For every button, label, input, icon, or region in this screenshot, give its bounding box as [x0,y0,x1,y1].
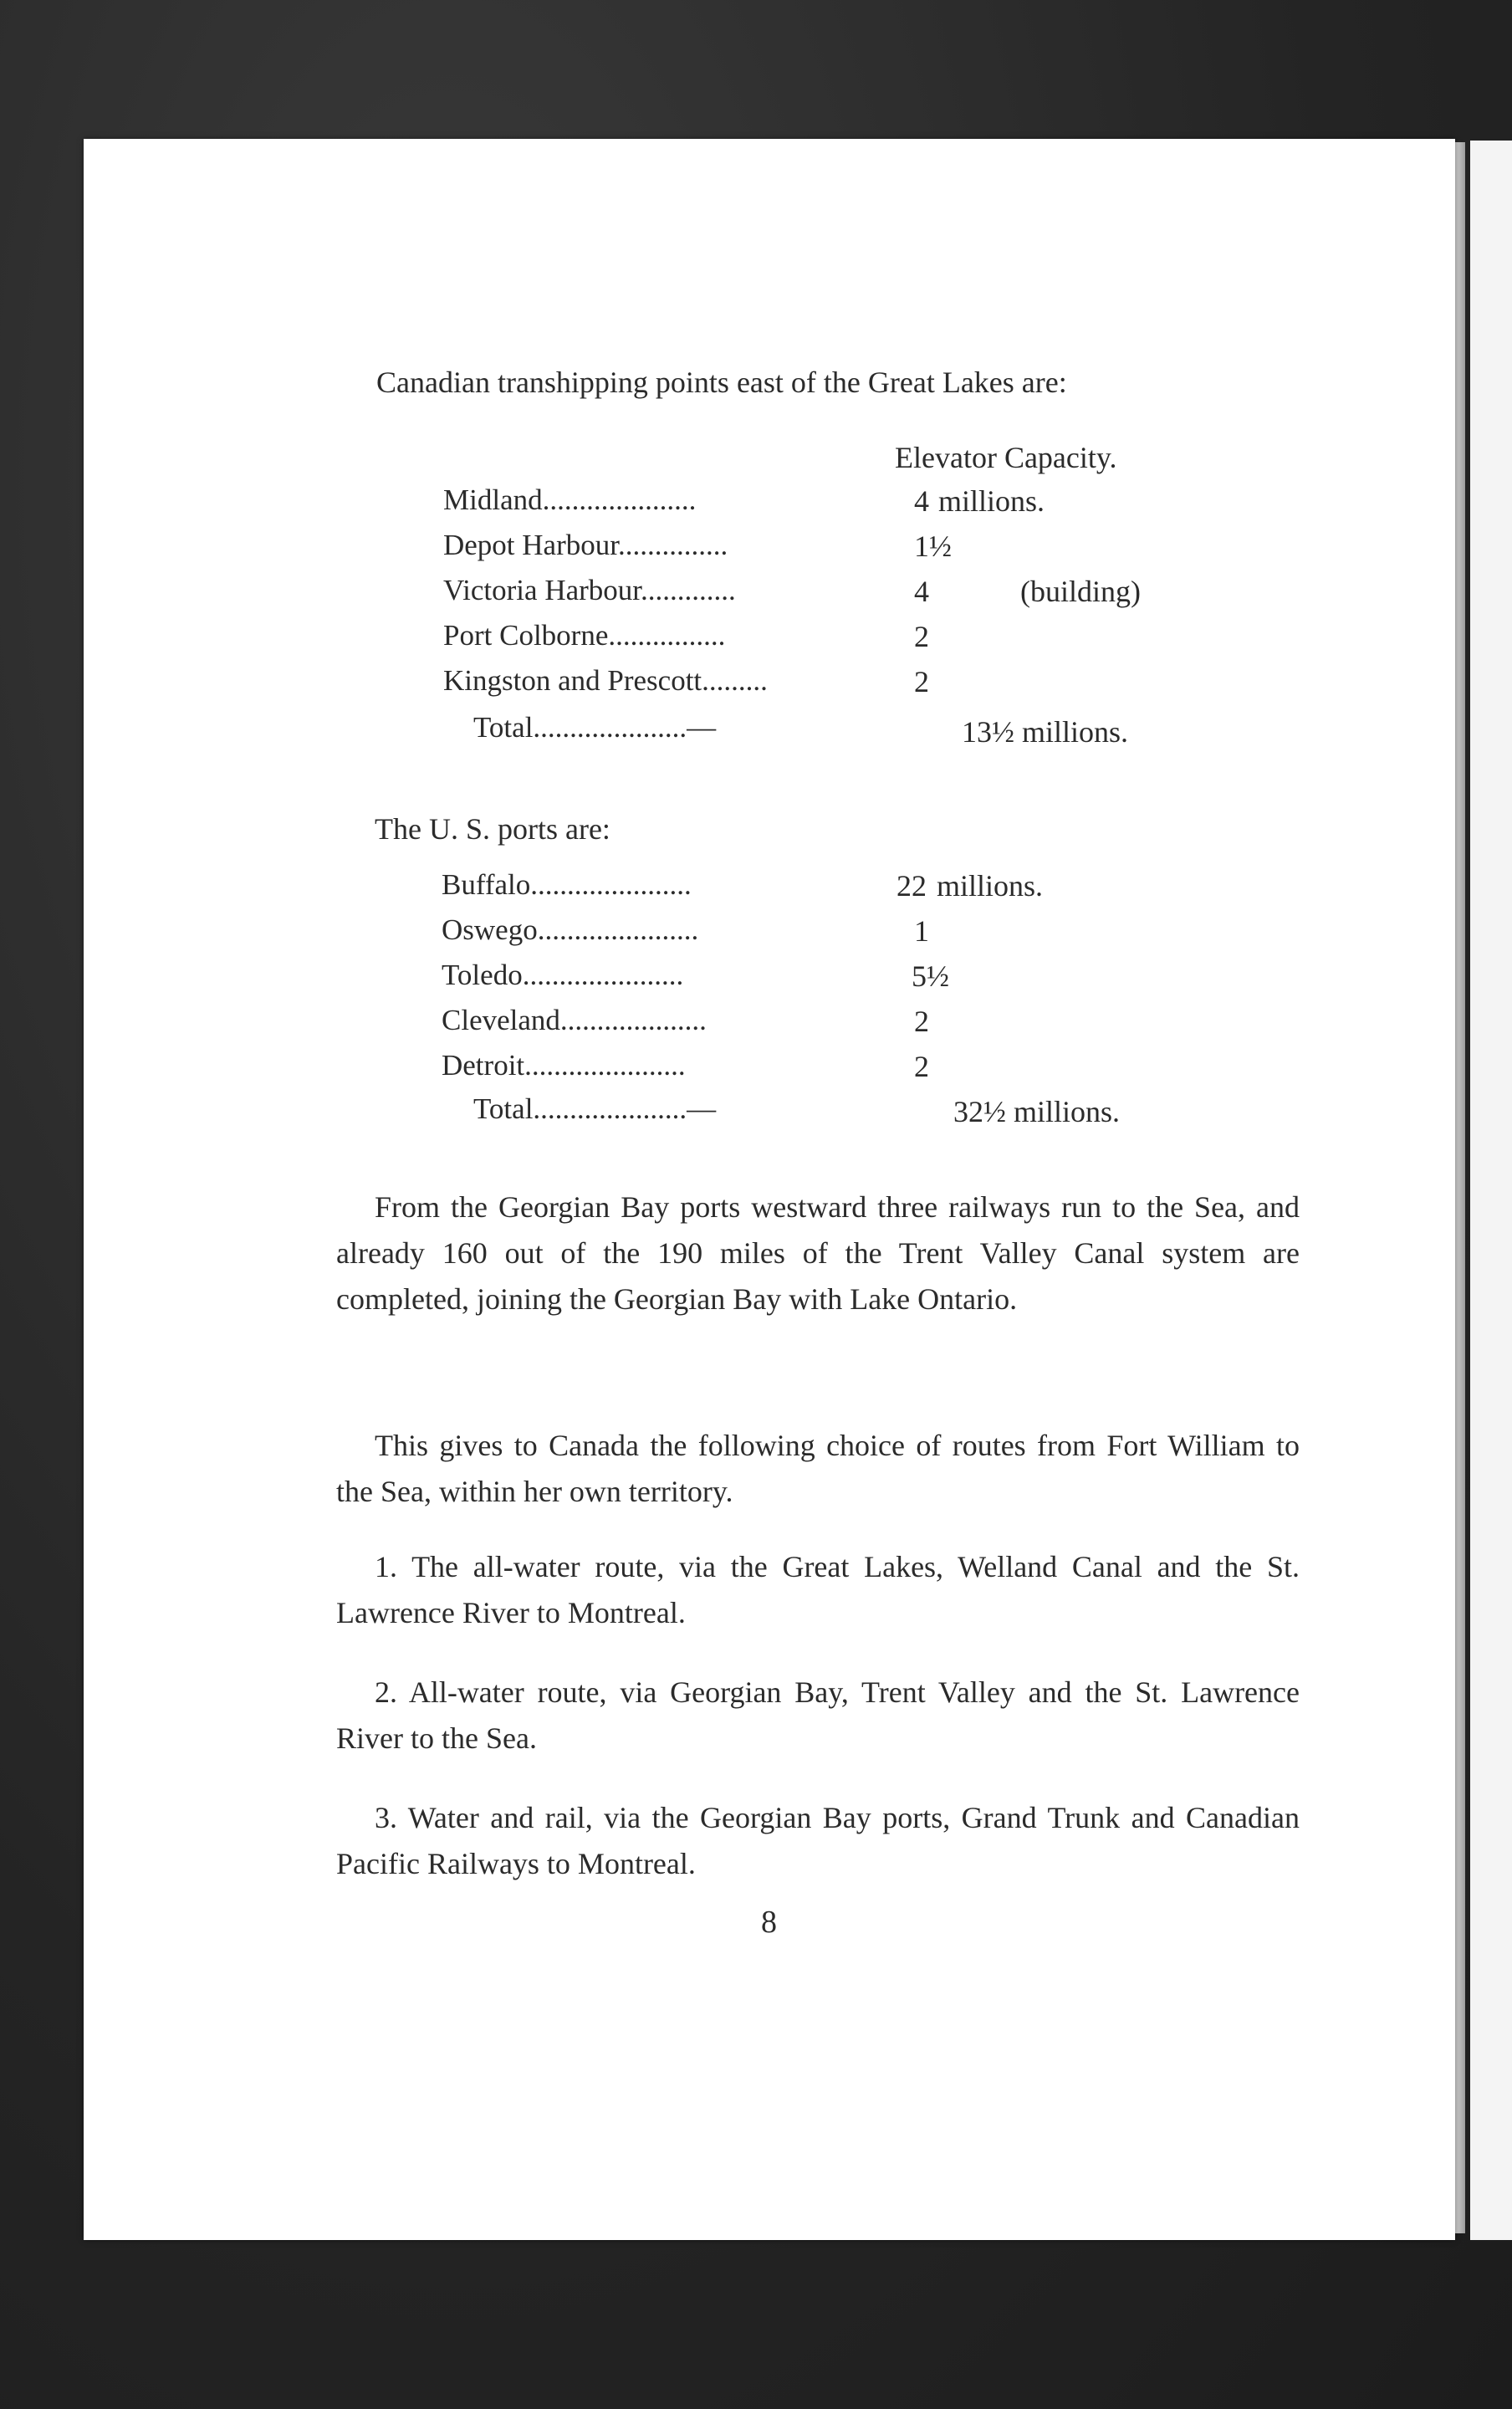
total-leader: Total.....................— [473,1092,717,1125]
port-capacity: 2 [914,665,929,698]
total-value: 13½ millions. [962,715,1129,749]
total-leader: Total.....................— [473,711,717,744]
list-item [442,1049,686,1082]
port-name-leader: Detroit...................... [442,1049,686,1082]
total-row [473,1092,716,1126]
port-name-leader: Kingston and Prescott......... [443,664,768,697]
port-capacity-unit: millions. [938,484,1045,518]
port-name-leader: Toledo...................... [442,959,684,991]
port-capacity: 2 [914,1050,929,1083]
port-capacity: 2 [914,620,929,653]
port-name-leader: Cleveland.................... [442,1004,707,1036]
us-intro: The U. S. ports are: [375,812,610,846]
port-capacity: 2 [914,1005,929,1038]
adjacent-page-edge [1470,141,1512,2240]
list-item [442,959,683,992]
port-capacity: 22 [896,869,927,903]
port-name-leader: Victoria Harbour............. [443,574,736,606]
total-value: 32½ millions. [953,1095,1121,1128]
paragraph: From the Georgian Bay ports westward three railways run to the Sea, and already 160 out of the 190 miles of the Trent Valley Canal system are completed, joining the Georgian Bay with Lake Ontario. [336,1190,1300,1316]
elevator-capacity-header: Elevator Capacity. [895,441,1117,474]
list-item [443,574,736,607]
port-capacity: 4 [914,484,929,518]
list-item [443,619,725,652]
list-item [442,868,692,902]
port-capacity: 4 [914,575,929,608]
page-number: 8 [761,1905,777,1940]
list-item [442,1004,707,1037]
page-fore-edge [1455,142,1465,2233]
numbered-route: 3. Water and rail, via the Georgian Bay ports, Grand Trunk and Canadian Pacific Railways to Montreal. [336,1801,1300,1880]
numbered-route: 1. The all-water route, via the Great Lakes, Welland Canal and the St. Lawrence River to Montreal. [336,1550,1300,1629]
port-name-leader: Oswego...................... [442,913,699,946]
port-capacity: 1½ [914,529,952,563]
numbered-route: 2. All-water route, via Georgian Bay, Trent Valley and the St. Lawrence River to the Sea. [336,1675,1300,1755]
total-row [473,711,716,744]
port-capacity-unit: millions. [937,869,1044,903]
list-item [442,913,698,947]
port-name-leader: Buffalo...................... [442,868,692,901]
list-item [443,664,768,698]
port-name-leader: Depot Harbour............... [443,529,728,561]
port-name-leader: Midland..................... [443,483,697,516]
list-item [443,529,728,562]
port-capacity: 1 [914,914,929,948]
port-note: (building) [1020,575,1141,608]
port-name-leader: Port Colborne................ [443,619,726,652]
port-capacity: 5½ [912,959,949,993]
paragraph: This gives to Canada the following choice of routes from Fort William to the Sea, within her own territory. [336,1429,1300,1508]
book-page [84,139,1455,2240]
canadian-intro: Canadian transhipping points east of the Great Lakes are: [376,366,1067,399]
list-item [443,483,696,517]
